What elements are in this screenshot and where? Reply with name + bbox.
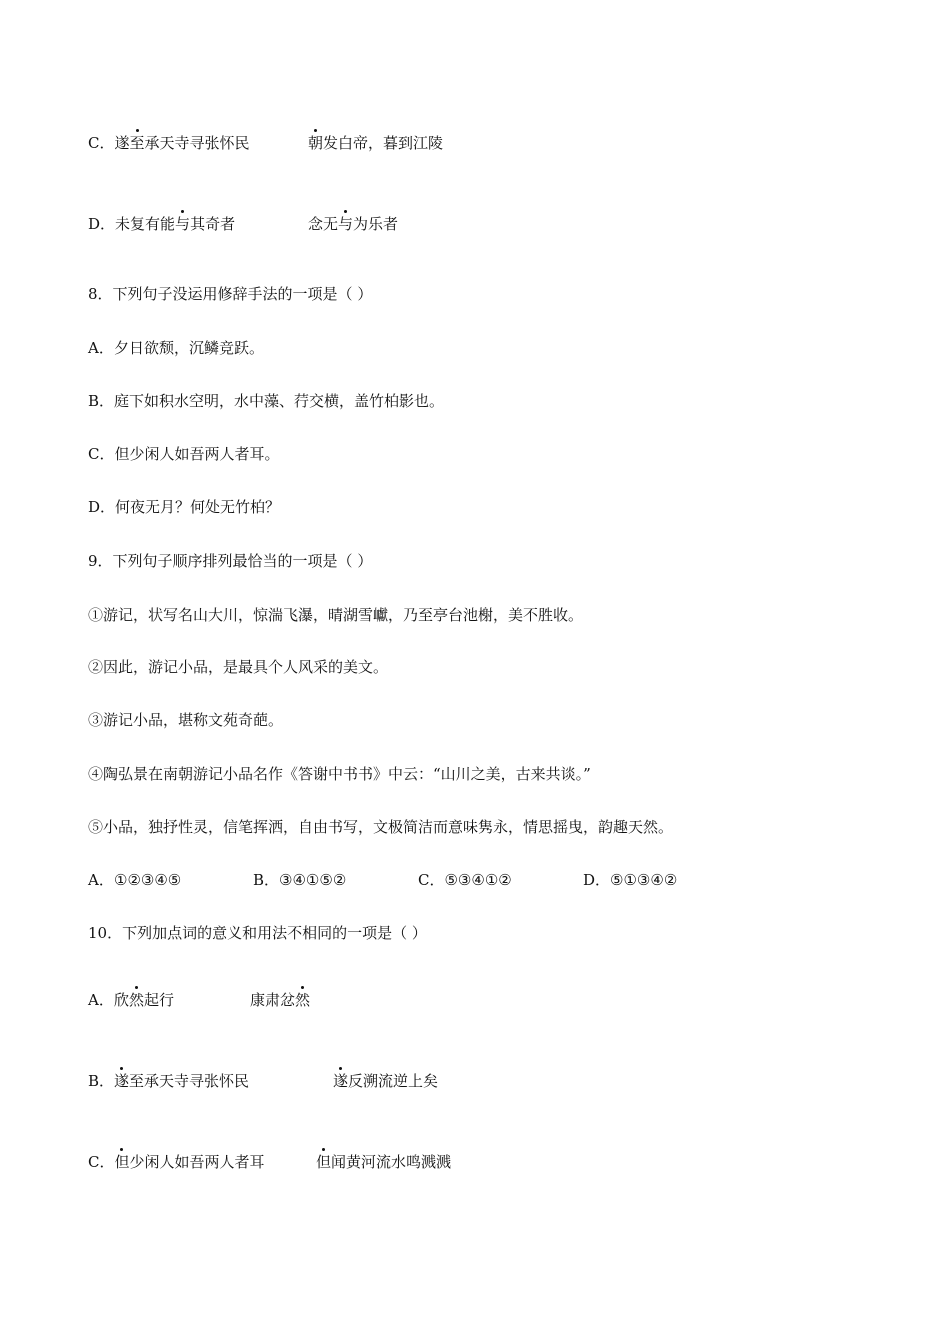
option-label: D． — [88, 215, 116, 233]
q9-sentence-5: ⑤小品，独抒性灵，信笔挥洒，自由书写，文极简洁而意味隽永，情思摇曳，韵趣天然。 — [88, 818, 674, 836]
option-label: B． — [253, 871, 280, 889]
dotted-char: 与 — [175, 215, 191, 233]
q9-sentence-3: ③游记小品，堪称文苑奇葩。 — [88, 711, 284, 729]
phrase-a-post: 至承天寺寻张怀民 — [129, 1072, 250, 1090]
q9-choice-d — [583, 870, 677, 890]
q9-sentence-4: ④陶弘景在南朝游记小品名作《答谢中书书》中云：“山川之美，古来共谈。” — [88, 765, 591, 783]
phrase-a-post: 少闲人如吾两人者耳 — [129, 1153, 265, 1171]
option-label: B． — [88, 1072, 115, 1090]
q8-stem: 8．下列句子没运用修辞手法的一项是（ ） — [88, 285, 373, 303]
phrase-b-post: 发白帝，暮到江陵 — [323, 134, 444, 152]
option-label: C． — [88, 134, 115, 152]
q10-option-a — [88, 990, 311, 1010]
q10-option-b — [88, 1071, 439, 1091]
phrase-a-pre: 遂 — [114, 134, 130, 152]
q8-option-b — [88, 391, 444, 411]
option-label: C． — [88, 1153, 115, 1171]
q7-option-c — [88, 133, 444, 153]
q10-option-c — [88, 1152, 452, 1172]
dotted-char: 然 — [129, 991, 145, 1009]
q9-choices — [88, 870, 788, 890]
phrase-b-post: 闻黄河流水鸣溅溅 — [331, 1153, 452, 1171]
option-label: D． — [88, 498, 116, 516]
option-text: 庭下如积水空明，水中藻、荇交横，盖竹柏影也。 — [114, 392, 445, 410]
option-label: A． — [88, 991, 114, 1009]
option-label: C． — [418, 871, 445, 889]
phrase-a-post: 承天寺寻张怀民 — [144, 134, 250, 152]
option-text: 何夜无月？何处无竹柏？ — [115, 498, 281, 516]
dotted-char: 然 — [295, 991, 311, 1009]
option-label: D． — [583, 871, 611, 889]
phrase-b — [333, 1071, 438, 1091]
phrase-a-pre: 欣 — [114, 991, 130, 1009]
q9-sentence-2: ②因此，游记小品，是最具个人风采的美文。 — [88, 658, 389, 676]
phrase-a-post: 其奇者 — [190, 215, 236, 233]
phrase-b-pre: 康肃忿 — [250, 991, 296, 1009]
dotted-char: 至 — [129, 134, 145, 152]
q9-choice-b — [253, 870, 346, 890]
option-text: 夕日欲颓，沉鳞竞跃。 — [114, 339, 265, 357]
phrase-b — [308, 133, 443, 153]
option-label: A． — [88, 339, 114, 357]
q9-choice-c — [418, 870, 512, 890]
q8-option-c — [88, 444, 280, 464]
option-label: A． — [88, 871, 114, 889]
phrase-b-post: 反溯流逆上矣 — [348, 1072, 439, 1090]
q8-option-a — [88, 338, 264, 358]
dotted-char: 朝 — [308, 134, 324, 152]
dotted-char: 与 — [338, 215, 354, 233]
q9-choice-a — [88, 870, 181, 890]
option-text: 但少闲人如吾两人者耳。 — [114, 445, 280, 463]
option-text: ①②③④⑤ — [114, 871, 182, 889]
option-text: ③④①⑤② — [279, 871, 347, 889]
option-text: ⑤③④①② — [444, 871, 512, 889]
option-label: B． — [88, 392, 115, 410]
q9-sentence-1: ①游记，状写名山大川，惊湍飞瀑，晴湖雪巘，乃至亭台池榭，美不胜收。 — [88, 606, 584, 624]
q10-stem: 10．下列加点词的意义和用法不相同的一项是（ ） — [88, 924, 427, 942]
q9-stem: 9．下列句子顺序排列最恰当的一项是（ ） — [88, 552, 373, 570]
phrase-b — [316, 1152, 451, 1172]
dotted-char: 遂 — [114, 1072, 130, 1090]
option-text: ⑤①③④② — [610, 871, 678, 889]
phrase-b-post: 为乐者 — [353, 215, 399, 233]
phrase-a-pre: 未复有能 — [115, 215, 176, 233]
phrase-b — [308, 214, 398, 234]
q8-option-d — [88, 497, 280, 517]
phrase-a-post: 起行 — [144, 991, 175, 1009]
q7-option-d — [88, 214, 399, 234]
dotted-char: 但 — [316, 1153, 332, 1171]
phrase-b-pre: 念无 — [308, 215, 339, 233]
phrase-b — [250, 990, 310, 1010]
dotted-char: 但 — [114, 1153, 130, 1171]
dotted-char: 遂 — [333, 1072, 349, 1090]
option-label: C． — [88, 445, 115, 463]
